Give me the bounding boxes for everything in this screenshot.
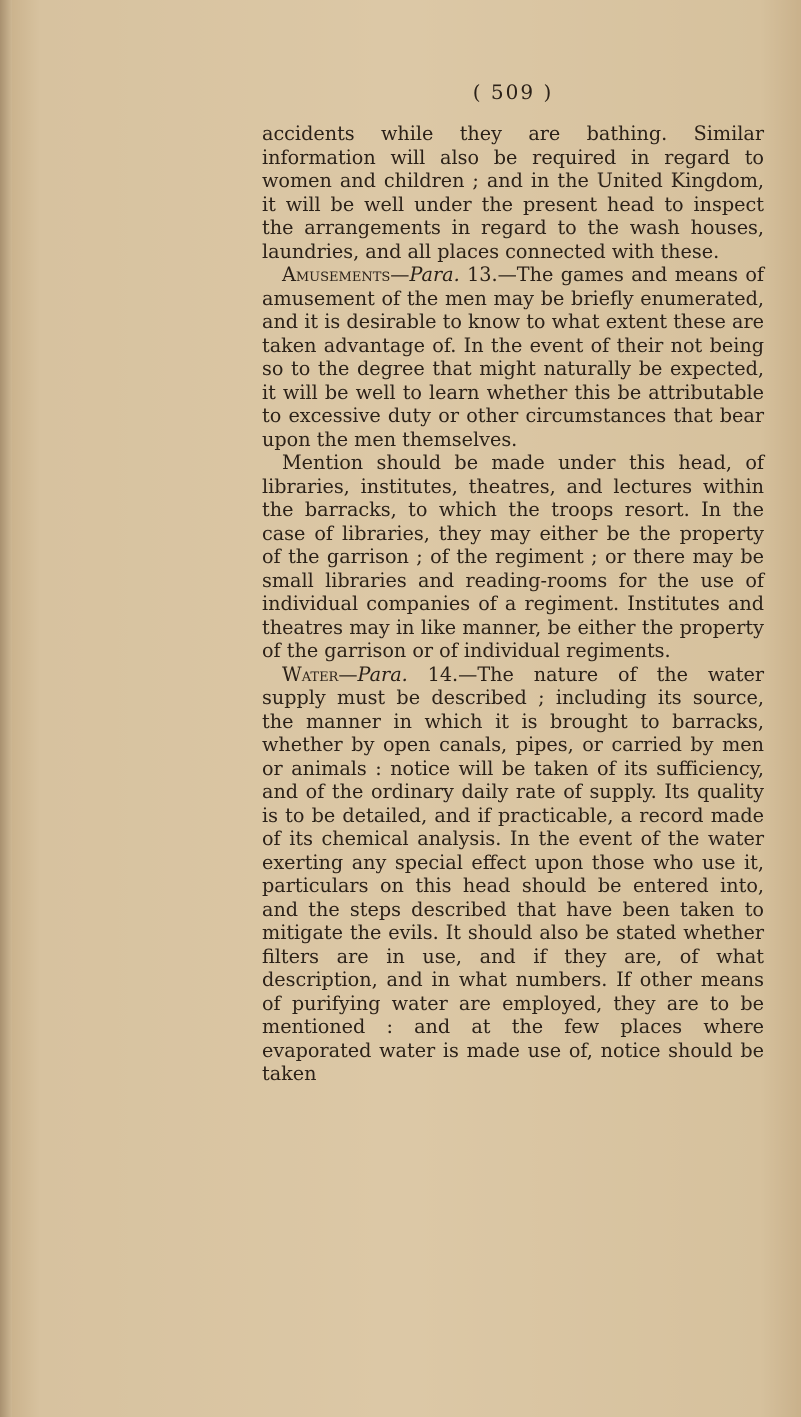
section-heading-water: Water bbox=[282, 662, 339, 686]
paragraph-water-body: 14.—The nature of the water supply must be described ; including its source, the manner in which it is brought to barracks, whether by open canals, pipes, or carried by men or animals : notice will be taken of its sufficiency, and of the ordinary daily rate of supply. Its quality is to be detailed, and if practicable, a record made of its chemical analysis. In the event of the water exerting any special effect upon those who use it, particulars on this head should be entered into, and the steps described that have been taken to mitigate the evils. It should also be stated whether filters are in use, and if they are, of what description, and in what numbers. If other means of purifying water are employed, they are to be mentioned : and at the few places where evaporated water is made use of, notice should be taken bbox=[262, 662, 764, 1085]
para-ref: Para. bbox=[409, 263, 460, 286]
section-heading-amusements: Amusements bbox=[282, 263, 391, 286]
paragraph-amusements-body: 13.—The games and means of amusement of the men may be briefly enumerated, and it is desirable to know to what extent these are taken advantage of. In the event of their not being so to the degree that might naturally be expected, it will be well to learn whether this be attributable to excessive duty or other circumstances that bear upon the men themselves. bbox=[262, 263, 764, 451]
paragraph-libraries: Mention should be made under this head, of libraries, institutes, theatres, and lectures within the barracks, to which the troops resort. In the case of libraries, they may either be the property of the garrison ; of the regiment ; or there may be small libraries and reading-rooms for the use of individual companies of a regiment. Institutes and theatres may in like manner, be either the property of the garrison or of individual regiments. bbox=[262, 451, 764, 662]
body-text bbox=[262, 122, 764, 1086]
paragraph-amusements: Amusements—Para. 13.—The games and means of amusement of the men may be briefly enumerated, and it is desirable to know to what extent these are taken advantage of. In the event of their not being so to the degree that might naturally be expected, it will be well to learn whether this be attributable to excessive duty or other circumstances that bear upon the men themselves. bbox=[262, 263, 764, 451]
paragraph-water: Water—Para. 14.—The nature of the water supply must be described ; including its source, the manner in which it is brought to barracks, whether by open canals, pipes, or carried by men or animals : notice will be taken of its sufficiency, and of the ordinary daily rate of supply. Its quality is to be detailed, and if practicable, a record made of its chemical analysis. In the event of the water exerting any special effect upon those who use it, particulars on this head should be entered into, and the steps described that have been taken to mitigate the evils. It should also be stated whether filters are in use, and if they are, of what description, and in what numbers. If other means of purifying water are employed, they are to be mentioned : and at the few places where evaporated water is made use of, notice should be taken bbox=[262, 662, 764, 1085]
page-number: ( 509 ) bbox=[472, 80, 554, 104]
paragraph-accidents: accidents while they are bathing. Similar information will also be required in regard to women and children ; and in the United Kingdom, it will be well under the present head to inspect the arrangements in regard to the wash houses, laundries, and all places connected with these. bbox=[262, 122, 764, 263]
page-edge-shadow bbox=[0, 0, 12, 1417]
para-ref: Para. bbox=[357, 662, 408, 686]
